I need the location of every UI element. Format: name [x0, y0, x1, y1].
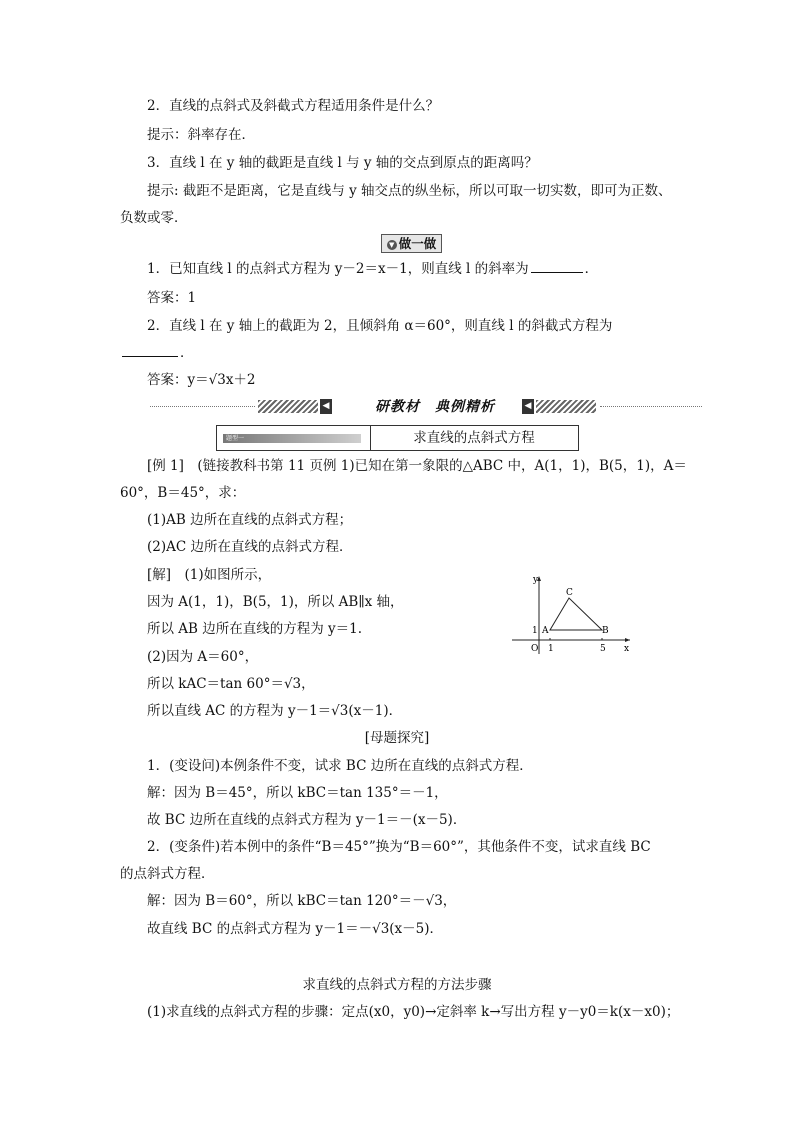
topic-header — [216, 425, 579, 451]
solution-4: (2)因为 A＝60°， — [147, 649, 259, 665]
variant-1-solution-2: 故 BC 边所在直线的点斜式方程为 y－1＝－(x－5)． — [147, 812, 467, 828]
example-question-2: (2)AC 边所在直线的点斜式方程． — [147, 539, 353, 555]
example-1-cont: 60°，B＝45°，求： — [120, 485, 246, 501]
variant-1-solution-1: 解：因为 B＝45°，所以 kBC＝tan 135°＝－1， — [147, 785, 448, 801]
example-question-1: (1)AB 边所在直线的点斜式方程； — [147, 512, 353, 528]
topic-tag: 题型一 — [223, 434, 361, 443]
zuo-yi-zuo-badge — [381, 234, 442, 253]
example-1: [例 1] (链接教科书第 11 页例 1)已知在第一象限的△ABC 中，A(1，1)，B(5，1)，A＝ — [147, 458, 687, 474]
question-3-hint-cont: 负数或零． — [120, 210, 188, 226]
banner-dotted-line-right — [600, 406, 702, 407]
banner-dotted-line-left — [150, 406, 255, 407]
label-x-5: 5 — [600, 644, 606, 654]
banner-stripe-left — [258, 400, 318, 413]
variant-2-solution-2: 故直线 BC 的点斜式方程为 y－1＝－√3(x－5)． — [147, 921, 444, 937]
label-y-1: 1 — [532, 626, 538, 636]
banner-arrow-left-icon: ◀ — [320, 399, 332, 414]
answer-1: 答案：1 — [147, 290, 197, 306]
exercise-2-end: ． — [180, 345, 194, 361]
solution-3: 所以 AB 边所在直线的方程为 y＝1. — [147, 621, 363, 637]
badge-dot-icon: ▼ — [387, 240, 397, 250]
section-banner — [150, 397, 702, 417]
exercise-2: 2．直线 l 在 y 轴上的截距为 2，且倾斜角 α＝60°，则直线 l 的斜截式方程为 — [147, 318, 613, 334]
variant-2-cont: 的点斜式方程． — [120, 866, 215, 882]
banner-title: 研教材 典例精析 — [375, 399, 495, 415]
mu-ti-title: [母题探究] — [364, 730, 430, 746]
solution-5: 所以 kAC＝tan 60°＝√3， — [147, 676, 315, 692]
zuo-label: 做一做 — [398, 236, 437, 251]
label-c: C — [566, 588, 573, 598]
solution-1: [解] (1)如图所示， — [147, 567, 272, 583]
exercise-2-blank-line — [120, 344, 194, 362]
x-axis-arrow-icon — [625, 638, 630, 642]
method-step-1: (1)求直线的点斜式方程的步骤：定点(x0，y0)→定斜率 k→写出方程 y－y0＝k(x－x0)； — [147, 1004, 680, 1020]
variant-2: 2．(变条件)若本例中的条件“B＝45°”换为“B＝60°”，其他条件不变，试求直线 BC — [147, 839, 651, 855]
exercise-1-end: ． — [584, 261, 599, 277]
solution-6: 所以直线 AC 的方程为 y－1＝√3(x－1)． — [147, 703, 403, 719]
triangle-abc — [550, 598, 602, 630]
topic-title: 求直线的点斜式方程 — [413, 430, 535, 446]
label-a: A — [542, 626, 549, 636]
label-x-1: 1 — [548, 644, 554, 654]
solution-2: 因为 A(1，1)，B(5，1)，所以 AB∥x 轴， — [147, 594, 404, 610]
answer-blank — [531, 260, 583, 273]
question-3-hint: 提示: 截距不是距离，它是直线与 y 轴交点的纵坐标，所以可取一切实数，即可为正数、 — [147, 183, 672, 199]
variant-2-solution-1: 解：因为 B＝60°，所以 kBC＝tan 120°＝－√3， — [147, 893, 457, 909]
answer-2: 答案：y＝√3x＋2 — [147, 372, 256, 388]
banner-stripe-right — [536, 400, 596, 413]
label-x: x — [624, 644, 630, 654]
label-y: y — [533, 575, 539, 585]
question-3: 3．直线 l 在 y 轴的截距是直线 l 与 y 轴的交点到原点的距离吗？ — [147, 155, 538, 171]
exercise-1-text: 1．已知直线 l 的点斜式方程为 y－2＝x－1，则直线 l 的斜率为 — [147, 261, 529, 277]
label-origin: O — [531, 644, 539, 654]
label-b: B — [602, 626, 609, 636]
question-2: 2．直线的点斜式及斜截式方程适用条件是什么？ — [147, 98, 440, 114]
banner-arrow-right-icon: ◀ — [522, 399, 534, 414]
variant-1: 1．(变设问)本例条件不变，试求 BC 边所在直线的点斜式方程． — [147, 758, 533, 774]
question-2-hint: 提示：斜率存在． — [147, 127, 255, 143]
answer-blank — [122, 344, 178, 357]
triangle-figure — [512, 574, 634, 656]
method-title: 求直线的点斜式方程的方法步骤 — [302, 977, 492, 993]
exercise-1 — [147, 260, 598, 278]
